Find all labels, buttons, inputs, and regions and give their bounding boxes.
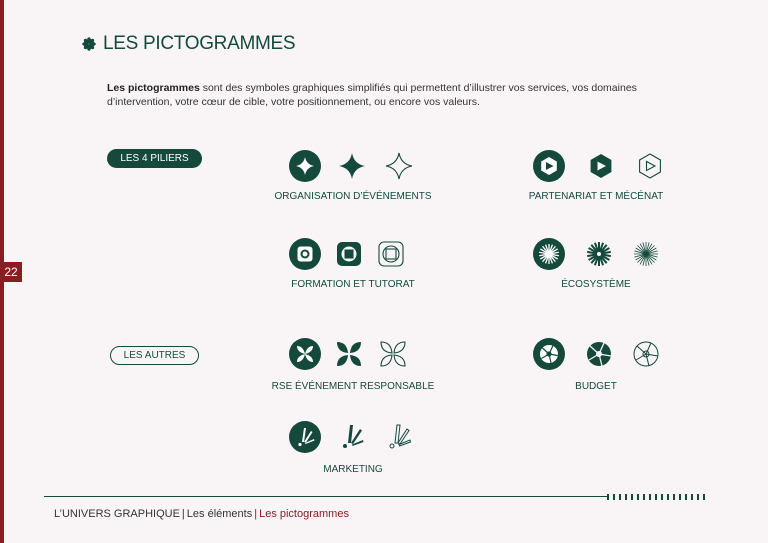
footer-part-elements: Les éléments	[186, 508, 253, 520]
sparkle-outline-icon	[383, 150, 415, 182]
partenariat-icons	[533, 150, 663, 182]
formation-icons	[289, 238, 405, 270]
framed-circle-icon	[289, 238, 321, 270]
sunburst-circle-icon	[533, 238, 565, 270]
rse-icons	[289, 338, 409, 370]
ecosysteme-icons	[533, 238, 659, 270]
intro-bold: Les pictogrammes	[107, 82, 200, 94]
budget-icons	[533, 338, 659, 370]
label-organisation: ORGANISATION D’ÉVÉNEMENTS	[274, 191, 432, 202]
page-title-text: LES PICTOGRAMMES	[103, 33, 296, 54]
megaphone-burst-circle-icon	[289, 421, 321, 453]
hexagon-play-filled-icon	[588, 150, 614, 182]
aperture-outline-icon	[633, 338, 659, 370]
marketing-icons	[289, 421, 415, 453]
organisation-icons	[289, 150, 415, 182]
intro-text: sont des symboles graphiques simplifiés qui permettent d’illustrer vos services, vos domaines d’intervention, votre cœur de cible, votre positionnement, ou encore vos valeurs.	[107, 82, 637, 108]
intro-paragraph	[107, 81, 687, 109]
aperture-circle-icon	[533, 338, 565, 370]
footer-divider	[44, 496, 608, 497]
footer-tick-marks	[607, 494, 705, 500]
page-title	[82, 33, 295, 55]
sunburst-outline-icon	[633, 238, 659, 270]
label-formation: FORMATION ET TUTORAT	[291, 279, 415, 290]
label-marketing: MARKETING	[323, 464, 383, 475]
footer-separator: |	[181, 508, 185, 520]
hexagon-play-circle-icon	[533, 150, 565, 182]
label-budget: BUDGET	[575, 381, 617, 392]
megaphone-burst-filled-icon	[336, 421, 368, 453]
section-label-piliers: LES 4 PILIERS	[107, 149, 202, 168]
hexagon-play-outline-icon	[637, 150, 663, 182]
framed-square-filled-icon	[335, 238, 363, 270]
page-number: 22	[0, 262, 22, 282]
framed-square-outline-icon	[377, 238, 405, 270]
footer-separator: |	[254, 508, 258, 520]
footer-breadcrumb	[54, 508, 349, 520]
megaphone-burst-outline-icon	[383, 421, 415, 453]
label-rse: RSE ÉVÉNEMENT RESPONSABLE	[271, 381, 435, 392]
leaf-cross-filled-icon	[333, 338, 365, 370]
footer-part-current: Les pictogrammes	[259, 508, 349, 520]
sparkle-circle-icon	[289, 150, 321, 182]
footer-part-univers: L’UNIVERS GRAPHIQUE	[54, 508, 180, 520]
label-ecosysteme: ÉCOSYSTÈME	[561, 279, 631, 290]
section-label-autres: LES AUTRES	[110, 346, 199, 365]
flower-bullet-icon	[82, 37, 96, 51]
leaf-cross-outline-icon	[377, 338, 409, 370]
leaf-cross-circle-icon	[289, 338, 321, 370]
sparkle-filled-icon	[336, 150, 368, 182]
aperture-filled-icon	[586, 338, 612, 370]
label-partenariat: PARTENARIAT ET MÉCÉNAT	[528, 191, 664, 202]
sunburst-filled-icon	[586, 238, 612, 270]
